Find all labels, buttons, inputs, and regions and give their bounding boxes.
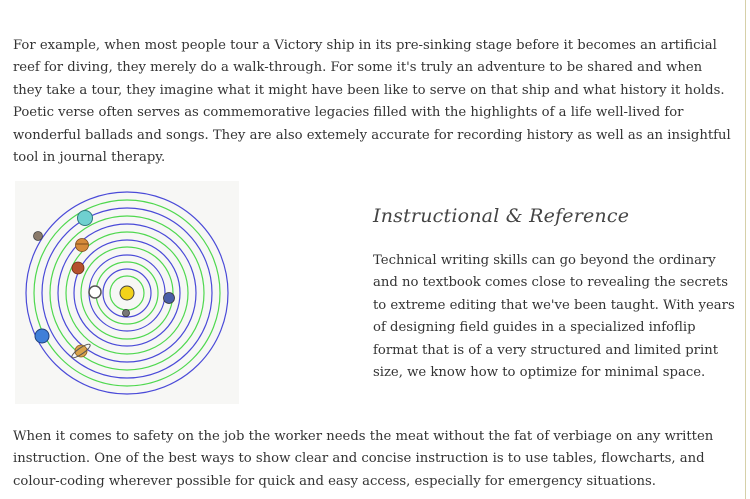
- uranus-icon: [78, 211, 93, 226]
- solar-system-svg: [15, 181, 239, 404]
- solar-system-illustration: [15, 181, 239, 404]
- earth-icon: [164, 293, 175, 304]
- intro-paragraph-2: Poetic verse often serves as commemorative legacies filled with the highlights of a life well-lived for wonderful ballads and songs. They are also extemely accurate for recording history as well as an insightful tool in journal therapy.: [13, 105, 731, 166]
- venus-icon: [89, 286, 101, 298]
- mars-icon: [72, 262, 84, 274]
- page-edge-rule: [745, 0, 746, 499]
- outro-paragraph: When it comes to safety on the job the worker needs the meat without the fat of verbiage on any written instruction. One of the best ways to show clear and concise instruction is to use tables, flowcharts, and colour-coding wherever possible for quick and easy access, especially for emergency situations.: [13, 429, 714, 489]
- sun-icon: [120, 286, 134, 300]
- section-heading: Instructional & Reference: [373, 205, 630, 227]
- pluto-icon: [34, 232, 43, 241]
- jupiter-icon: [76, 239, 89, 252]
- mercury-icon: [123, 310, 130, 317]
- neptune-icon: [35, 329, 49, 343]
- intro-paragraph: [13, 35, 733, 169]
- section-body: Technical writing skills can go beyond the ordinary and no textbook comes close to revealing the secrets to extreme editing that we've been taught. With years of designing field guides in a specialized infoflip format that is of a very structured and limited print size, we know how to optimize for minimal space.: [373, 253, 735, 381]
- intro-paragraph-1: For example, when most people tour a Victory ship in its pre-sinking stage before it becomes an artificial reef for diving, they merely do a walk-through. For some it's truly an adventure to be shared and when they take a tour, they imagine what it might have been like to serve on that ship and what history it holds.: [13, 38, 725, 98]
